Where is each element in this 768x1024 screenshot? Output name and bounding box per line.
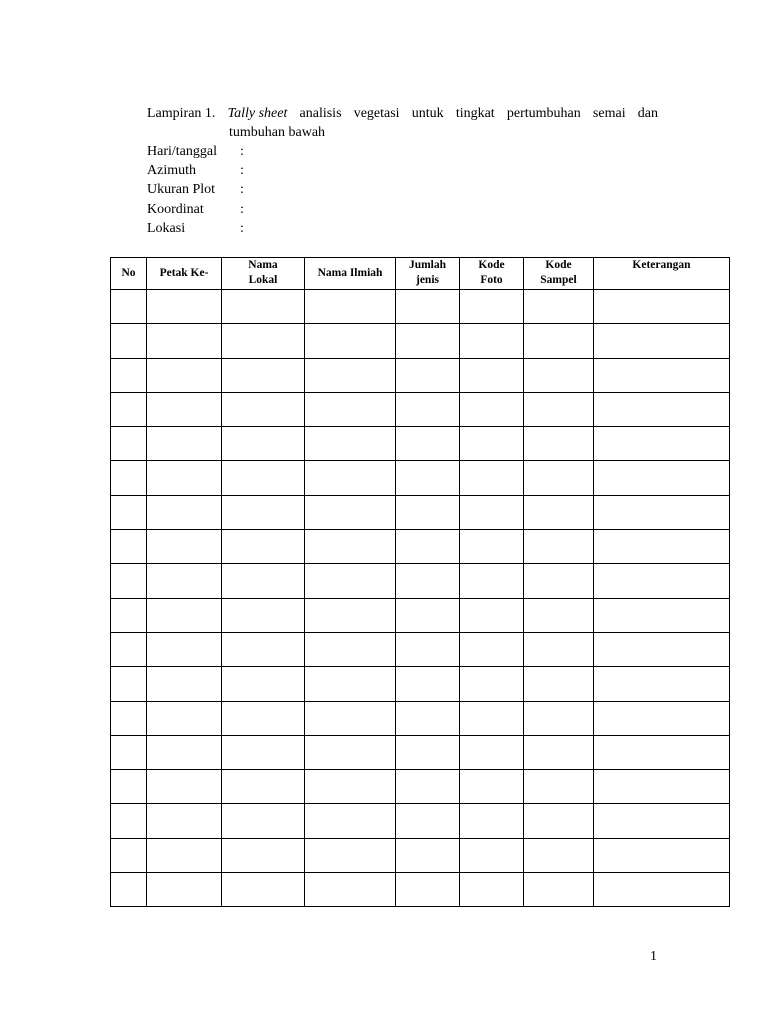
field-colon: : bbox=[240, 144, 244, 159]
table-cell bbox=[111, 598, 147, 632]
field-row-ukuran-plot bbox=[147, 180, 250, 199]
table-cell bbox=[396, 873, 460, 907]
caption-line-1 bbox=[147, 104, 658, 123]
table-header-row bbox=[111, 258, 730, 290]
table-cell bbox=[396, 632, 460, 666]
page-number: 1 bbox=[650, 949, 657, 964]
header-nama-lokal: Nama Lokal bbox=[222, 258, 305, 290]
table-cell bbox=[147, 427, 222, 461]
table-cell bbox=[524, 427, 594, 461]
field-row-koordinat bbox=[147, 200, 250, 219]
table-cell bbox=[147, 530, 222, 564]
table-cell bbox=[147, 632, 222, 666]
table-cell bbox=[305, 495, 396, 529]
table-cell bbox=[396, 530, 460, 564]
table-cell bbox=[460, 392, 524, 426]
table-cell bbox=[594, 530, 730, 564]
table-cell bbox=[460, 495, 524, 529]
table-cell bbox=[147, 735, 222, 769]
field-colon: : bbox=[240, 163, 244, 179]
table-cell bbox=[396, 838, 460, 872]
table-row bbox=[111, 427, 730, 461]
caption-prefix: Lampiran 1. bbox=[147, 106, 216, 121]
table-cell bbox=[222, 324, 305, 358]
table-cell bbox=[396, 495, 460, 529]
table-row bbox=[111, 873, 730, 907]
table-cell bbox=[111, 324, 147, 358]
header-jumlah-jenis: Jumlah jenis bbox=[396, 258, 460, 290]
table-cell bbox=[460, 358, 524, 392]
table-cell bbox=[111, 530, 147, 564]
table-cell bbox=[147, 461, 222, 495]
table-row bbox=[111, 564, 730, 598]
table-cell bbox=[524, 873, 594, 907]
field-label: Lokasi bbox=[147, 220, 186, 236]
table-cell bbox=[594, 392, 730, 426]
table-row bbox=[111, 667, 730, 701]
table-cell bbox=[305, 392, 396, 426]
table-cell bbox=[594, 290, 730, 324]
table-cell bbox=[524, 461, 594, 495]
table-cell bbox=[594, 701, 730, 735]
table-cell bbox=[396, 804, 460, 838]
table-cell bbox=[460, 770, 524, 804]
table-cell bbox=[222, 392, 305, 426]
table-cell bbox=[222, 461, 305, 495]
table-row bbox=[111, 290, 730, 324]
table-cell bbox=[524, 530, 594, 564]
table-cell bbox=[111, 427, 147, 461]
table-row bbox=[111, 804, 730, 838]
field-list bbox=[147, 142, 250, 238]
table-cell bbox=[222, 873, 305, 907]
table-cell bbox=[222, 290, 305, 324]
table-cell bbox=[147, 358, 222, 392]
table-cell bbox=[111, 804, 147, 838]
table-cell bbox=[111, 838, 147, 872]
table-cell bbox=[524, 358, 594, 392]
table-cell bbox=[147, 290, 222, 324]
caption-word: untuk bbox=[411, 106, 444, 121]
table-cell bbox=[111, 290, 147, 324]
table-cell bbox=[594, 804, 730, 838]
header-kode-sampel: Kode Sampel bbox=[524, 258, 594, 290]
table-cell bbox=[460, 804, 524, 838]
table-cell bbox=[111, 770, 147, 804]
field-colon: : bbox=[240, 220, 244, 236]
caption-word: semai bbox=[592, 106, 626, 121]
caption-line-2: tumbuhan bawah bbox=[229, 125, 326, 140]
table-cell bbox=[396, 701, 460, 735]
table-row bbox=[111, 495, 730, 529]
table-cell bbox=[460, 598, 524, 632]
table-cell bbox=[111, 392, 147, 426]
table-row bbox=[111, 461, 730, 495]
table-cell bbox=[305, 804, 396, 838]
field-colon: : bbox=[240, 182, 244, 198]
tally-table bbox=[110, 257, 730, 907]
table-cell bbox=[111, 667, 147, 701]
table-cell bbox=[524, 701, 594, 735]
field-label: Ukuran Plot bbox=[147, 182, 216, 198]
table-cell bbox=[460, 324, 524, 358]
table-cell bbox=[524, 324, 594, 358]
table-cell bbox=[460, 838, 524, 872]
table-cell bbox=[222, 598, 305, 632]
table-cell bbox=[594, 564, 730, 598]
caption bbox=[147, 104, 658, 142]
table-cell bbox=[594, 461, 730, 495]
field-colon: : bbox=[240, 201, 244, 217]
table-cell bbox=[594, 324, 730, 358]
table-cell bbox=[524, 804, 594, 838]
table-cell bbox=[524, 290, 594, 324]
table-cell bbox=[222, 495, 305, 529]
table-cell bbox=[111, 632, 147, 666]
table-cell bbox=[147, 838, 222, 872]
table-cell bbox=[396, 392, 460, 426]
table-row bbox=[111, 324, 730, 358]
table-cell bbox=[594, 358, 730, 392]
table-cell bbox=[111, 735, 147, 769]
table-cell bbox=[222, 358, 305, 392]
table-cell bbox=[305, 427, 396, 461]
table-cell bbox=[396, 461, 460, 495]
table-cell bbox=[396, 290, 460, 324]
table-body bbox=[111, 290, 730, 907]
caption-word: tingkat bbox=[455, 106, 495, 121]
caption-word: dan bbox=[637, 106, 658, 121]
table-cell bbox=[524, 667, 594, 701]
table-cell bbox=[305, 735, 396, 769]
table-cell bbox=[147, 873, 222, 907]
table-cell bbox=[524, 838, 594, 872]
table-cell bbox=[460, 530, 524, 564]
table-cell bbox=[222, 838, 305, 872]
field-label: Koordinat bbox=[147, 201, 204, 217]
table-cell bbox=[524, 598, 594, 632]
header-kode-foto: Kode Foto bbox=[460, 258, 524, 290]
table-cell bbox=[396, 564, 460, 598]
table-cell bbox=[594, 735, 730, 769]
table-cell bbox=[305, 770, 396, 804]
table-cell bbox=[305, 324, 396, 358]
table-row bbox=[111, 598, 730, 632]
field-label: Hari/tanggal bbox=[147, 144, 217, 159]
table-cell bbox=[305, 564, 396, 598]
header-no: No bbox=[111, 258, 147, 290]
table-cell bbox=[111, 358, 147, 392]
caption-word: pertumbuhan bbox=[506, 106, 581, 121]
table-cell bbox=[111, 564, 147, 598]
table-cell bbox=[222, 530, 305, 564]
table-cell bbox=[147, 667, 222, 701]
table-cell bbox=[460, 290, 524, 324]
table-cell bbox=[396, 770, 460, 804]
table-cell bbox=[305, 358, 396, 392]
table-cell bbox=[305, 838, 396, 872]
table-cell bbox=[222, 804, 305, 838]
table-cell bbox=[524, 564, 594, 598]
table-cell bbox=[594, 667, 730, 701]
table-cell bbox=[524, 392, 594, 426]
table-cell bbox=[460, 427, 524, 461]
table-cell bbox=[524, 770, 594, 804]
table-cell bbox=[222, 427, 305, 461]
table-cell bbox=[594, 598, 730, 632]
table-cell bbox=[460, 701, 524, 735]
table-cell bbox=[147, 701, 222, 735]
table-cell bbox=[147, 392, 222, 426]
header-keterangan: Keterangan bbox=[594, 258, 730, 290]
table-cell bbox=[222, 735, 305, 769]
table-cell bbox=[222, 667, 305, 701]
caption-word: vegetasi bbox=[353, 106, 400, 121]
table-cell bbox=[460, 667, 524, 701]
table-cell bbox=[222, 564, 305, 598]
caption-italic-term: Tally sheet bbox=[227, 106, 288, 121]
table-cell bbox=[111, 461, 147, 495]
table-cell bbox=[305, 701, 396, 735]
table-cell bbox=[305, 461, 396, 495]
table-row bbox=[111, 530, 730, 564]
table-cell bbox=[147, 598, 222, 632]
field-row-lokasi bbox=[147, 219, 250, 238]
header-nama-ilmiah: Nama Ilmiah bbox=[305, 258, 396, 290]
table-row bbox=[111, 770, 730, 804]
field-label: Azimuth bbox=[147, 163, 196, 179]
table-row bbox=[111, 701, 730, 735]
table-cell bbox=[147, 804, 222, 838]
table-row bbox=[111, 358, 730, 392]
table-cell bbox=[460, 564, 524, 598]
table-row bbox=[111, 632, 730, 666]
table-cell bbox=[111, 495, 147, 529]
table-cell bbox=[222, 770, 305, 804]
field-row-hari-tanggal bbox=[147, 142, 250, 161]
caption-word: analisis bbox=[299, 106, 342, 121]
table-cell bbox=[396, 358, 460, 392]
table-cell bbox=[396, 427, 460, 461]
table-cell bbox=[222, 701, 305, 735]
table-cell bbox=[460, 735, 524, 769]
table-cell bbox=[305, 667, 396, 701]
table-cell bbox=[460, 632, 524, 666]
table-cell bbox=[396, 598, 460, 632]
table-cell bbox=[460, 873, 524, 907]
table-cell bbox=[594, 632, 730, 666]
table-cell bbox=[147, 564, 222, 598]
header-petak-ke: Petak Ke- bbox=[147, 258, 222, 290]
table-cell bbox=[594, 427, 730, 461]
table-cell bbox=[305, 632, 396, 666]
table-cell bbox=[147, 324, 222, 358]
table-cell bbox=[524, 632, 594, 666]
table-cell bbox=[147, 495, 222, 529]
table-row bbox=[111, 838, 730, 872]
table-cell bbox=[594, 838, 730, 872]
table-cell bbox=[524, 735, 594, 769]
table-cell bbox=[524, 495, 594, 529]
table-cell bbox=[460, 461, 524, 495]
table-cell bbox=[111, 701, 147, 735]
table-cell bbox=[305, 530, 396, 564]
field-row-azimuth bbox=[147, 161, 250, 180]
table-cell bbox=[594, 873, 730, 907]
table-cell bbox=[396, 324, 460, 358]
table-cell bbox=[396, 667, 460, 701]
table-cell bbox=[305, 598, 396, 632]
table-cell bbox=[594, 770, 730, 804]
table-cell bbox=[111, 873, 147, 907]
table-cell bbox=[305, 873, 396, 907]
table-row bbox=[111, 392, 730, 426]
table-cell bbox=[594, 495, 730, 529]
table-cell bbox=[147, 770, 222, 804]
table-cell bbox=[305, 290, 396, 324]
table-cell bbox=[222, 632, 305, 666]
table-cell bbox=[396, 735, 460, 769]
table-row bbox=[111, 735, 730, 769]
